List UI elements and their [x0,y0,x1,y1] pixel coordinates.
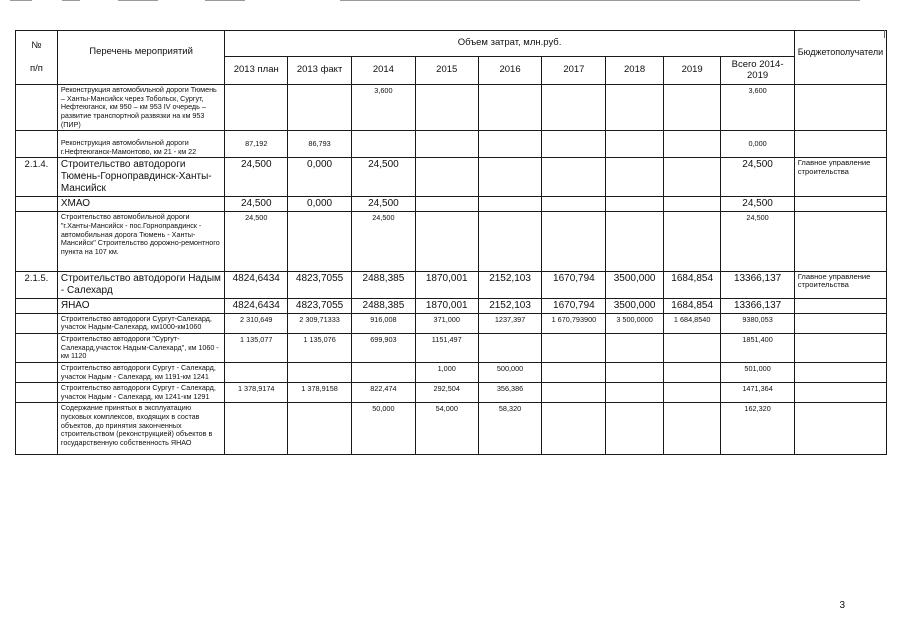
cell-2019: 1684,854 [663,298,721,313]
row-name: Строительство автодороги Сургут - Салехард, участок Надым - Салехард, км 1241-км 1291 [57,383,224,403]
cell-2015: 371,000 [415,313,478,333]
table-row [16,85,887,131]
table-row [16,403,887,454]
year-2014: 2014 [351,57,415,85]
cell-2014: 916,008 [351,313,415,333]
cell-plan: 24,500 [225,197,288,212]
table-row [16,158,887,197]
cell-2017: 1670,794 [542,271,606,298]
row-name: Строительство автодороги Сургут - Салехард, участок Надым - Салехард, км 1191-км 1241 [57,362,224,382]
cell-fact: 2 309,71333 [288,313,352,333]
cell-fact: 1 135,076 [288,333,352,362]
table-row [16,383,887,403]
region-label: ЯНАО [57,298,224,313]
row-name: Строительство автодороги "Сургут-Салехард,участок Надым-Салехард", км 1060 - км 1120 [57,333,224,362]
year-2017: 2017 [542,57,606,85]
cell-plan: 1 378,9174 [225,383,288,403]
table-row [16,333,887,362]
cell-total: 24,500 [721,197,794,212]
cell-total: 9380,053 [721,313,794,333]
scan-edge-mark [884,30,885,38]
row-number: 2.1.5. [16,271,58,298]
cell-plan: 87,192 [225,131,288,158]
cell-2014: 3,600 [351,85,415,131]
cell-plan: 24,500 [225,158,288,197]
table-row [16,212,887,271]
cell-plan: 24,500 [225,212,288,271]
year-2015: 2015 [415,57,478,85]
cell-2016: 356,386 [478,383,542,403]
cell-2015: 1870,001 [415,298,478,313]
cell-plan: 4824,6434 [225,271,288,298]
cell-2016: 500,000 [478,362,542,382]
cell-2014: 822,474 [351,383,415,403]
cell-2016: 1237,397 [478,313,542,333]
header-activities: Перечень мероприятий [57,31,224,85]
row-name: Строительство автодороги Надым - Салехард [57,271,224,298]
recipient: Главное управление строительства [794,158,886,197]
cell-total: 1851,400 [721,333,794,362]
cell-total: 13366,137 [721,271,794,298]
row-name: Реконструкция автомобильной дороги Тюмень – Ханты-Мансийск через Тобольск, Сургут, Нефтеюганск, км 950 – км 953 IV очередь – развитие транспортной развязки на км 953 (ПИР) [57,85,224,131]
cell-2018: 3500,000 [606,298,664,313]
cell-2018: 3 500,0000 [606,313,664,333]
header-number-top: № [31,39,42,51]
scan-top-marks [0,0,905,4]
expense-table [15,30,887,455]
year-2018: 2018 [606,57,664,85]
row-name: Реконструкция автомобильной дороги г.Нефтеюганск-Мамонтово, км 21 - км 22 [57,131,224,158]
cell-2015: 54,000 [415,403,478,454]
cell-fact: 1 378,9158 [288,383,352,403]
cell-2016: 2152,103 [478,298,542,313]
cell-2016: 2152,103 [478,271,542,298]
cell-2014: 24,500 [351,212,415,271]
header-recipients: Бюджетополучатели [794,31,886,85]
cell-total: 1471,364 [721,383,794,403]
cell-2014: 2488,385 [351,298,415,313]
cell-2014: 699,903 [351,333,415,362]
cell-2017: 1 670,793900 [542,313,606,333]
row-number: 2.1.4. [16,158,58,197]
row-number [16,85,58,131]
table-row [16,271,887,298]
cell-total: 13366,137 [721,298,794,313]
cell-fact: 0,000 [288,158,352,197]
cell-2015: 1870,001 [415,271,478,298]
cell-plan: 4824,6434 [225,298,288,313]
cell-fact: 86,793 [288,131,352,158]
table-row [16,131,887,158]
cell-2017: 1670,794 [542,298,606,313]
year-total: Всего 2014-2019 [721,57,794,85]
cell-2019: 1 684,8540 [663,313,721,333]
cell-total: 24,500 [721,158,794,197]
table-row [16,298,887,313]
cell-total: 24,500 [721,212,794,271]
cell-2015: 292,504 [415,383,478,403]
header-cost: Объем затрат, млн.руб. [225,31,794,57]
table-row [16,197,887,212]
cell-2019: 1684,854 [663,271,721,298]
cell-fact: 4823,7055 [288,271,352,298]
region-label: ХМАО [57,197,224,212]
cell-total: 3,600 [721,85,794,131]
cell-2014: 24,500 [351,158,415,197]
cell-total: 501,000 [721,362,794,382]
row-name: Строительство автомобильной дороги "г.Ханты-Мансийск - пос.Горноправдинск - автомобильная дорога Тюмень - Ханты-Мансийск" Строительство дорожно-ремонтного пункта на 107 км. [57,212,224,271]
cell-2014: 24,500 [351,197,415,212]
cell-2014: 50,000 [351,403,415,454]
row-name: Строительство автодороги Тюмень-Горноправдинск-Ханты-Мансийск [57,158,224,197]
row-name: Содержание принятых в эксплуатацию пусковых комплексов, входящих в состав объектов, до принятия законченных строительством (реконструкцией) объектов в государственную собственность ЯНАО [57,403,224,454]
cell-total: 162,320 [721,403,794,454]
row-name: Строительство автодороги Сургут-Салехард, участок Надым-Салехард, км1000-км1060 [57,313,224,333]
table-row [16,362,887,382]
cell-fact: 0,000 [288,197,352,212]
cell-2015: 1,000 [415,362,478,382]
cell-total: 0,000 [721,131,794,158]
recipient: Главное управление строительства [794,271,886,298]
year-2013-fact: 2013 факт [288,57,352,85]
cell-2014: 2488,385 [351,271,415,298]
cell-plan: 2 310,649 [225,313,288,333]
cell-fact: 4823,7055 [288,298,352,313]
cell-2015: 1151,497 [415,333,478,362]
header-number [16,31,58,85]
cell-2016: 58,320 [478,403,542,454]
cell-plan: 1 135,077 [225,333,288,362]
year-2019: 2019 [663,57,721,85]
year-2013-plan: 2013 план [225,57,288,85]
header-number-bottom: п/п [29,62,43,74]
cell-2018: 3500,000 [606,271,664,298]
year-2016: 2016 [478,57,542,85]
table-row [16,313,887,333]
page-number: 3 [839,600,845,611]
